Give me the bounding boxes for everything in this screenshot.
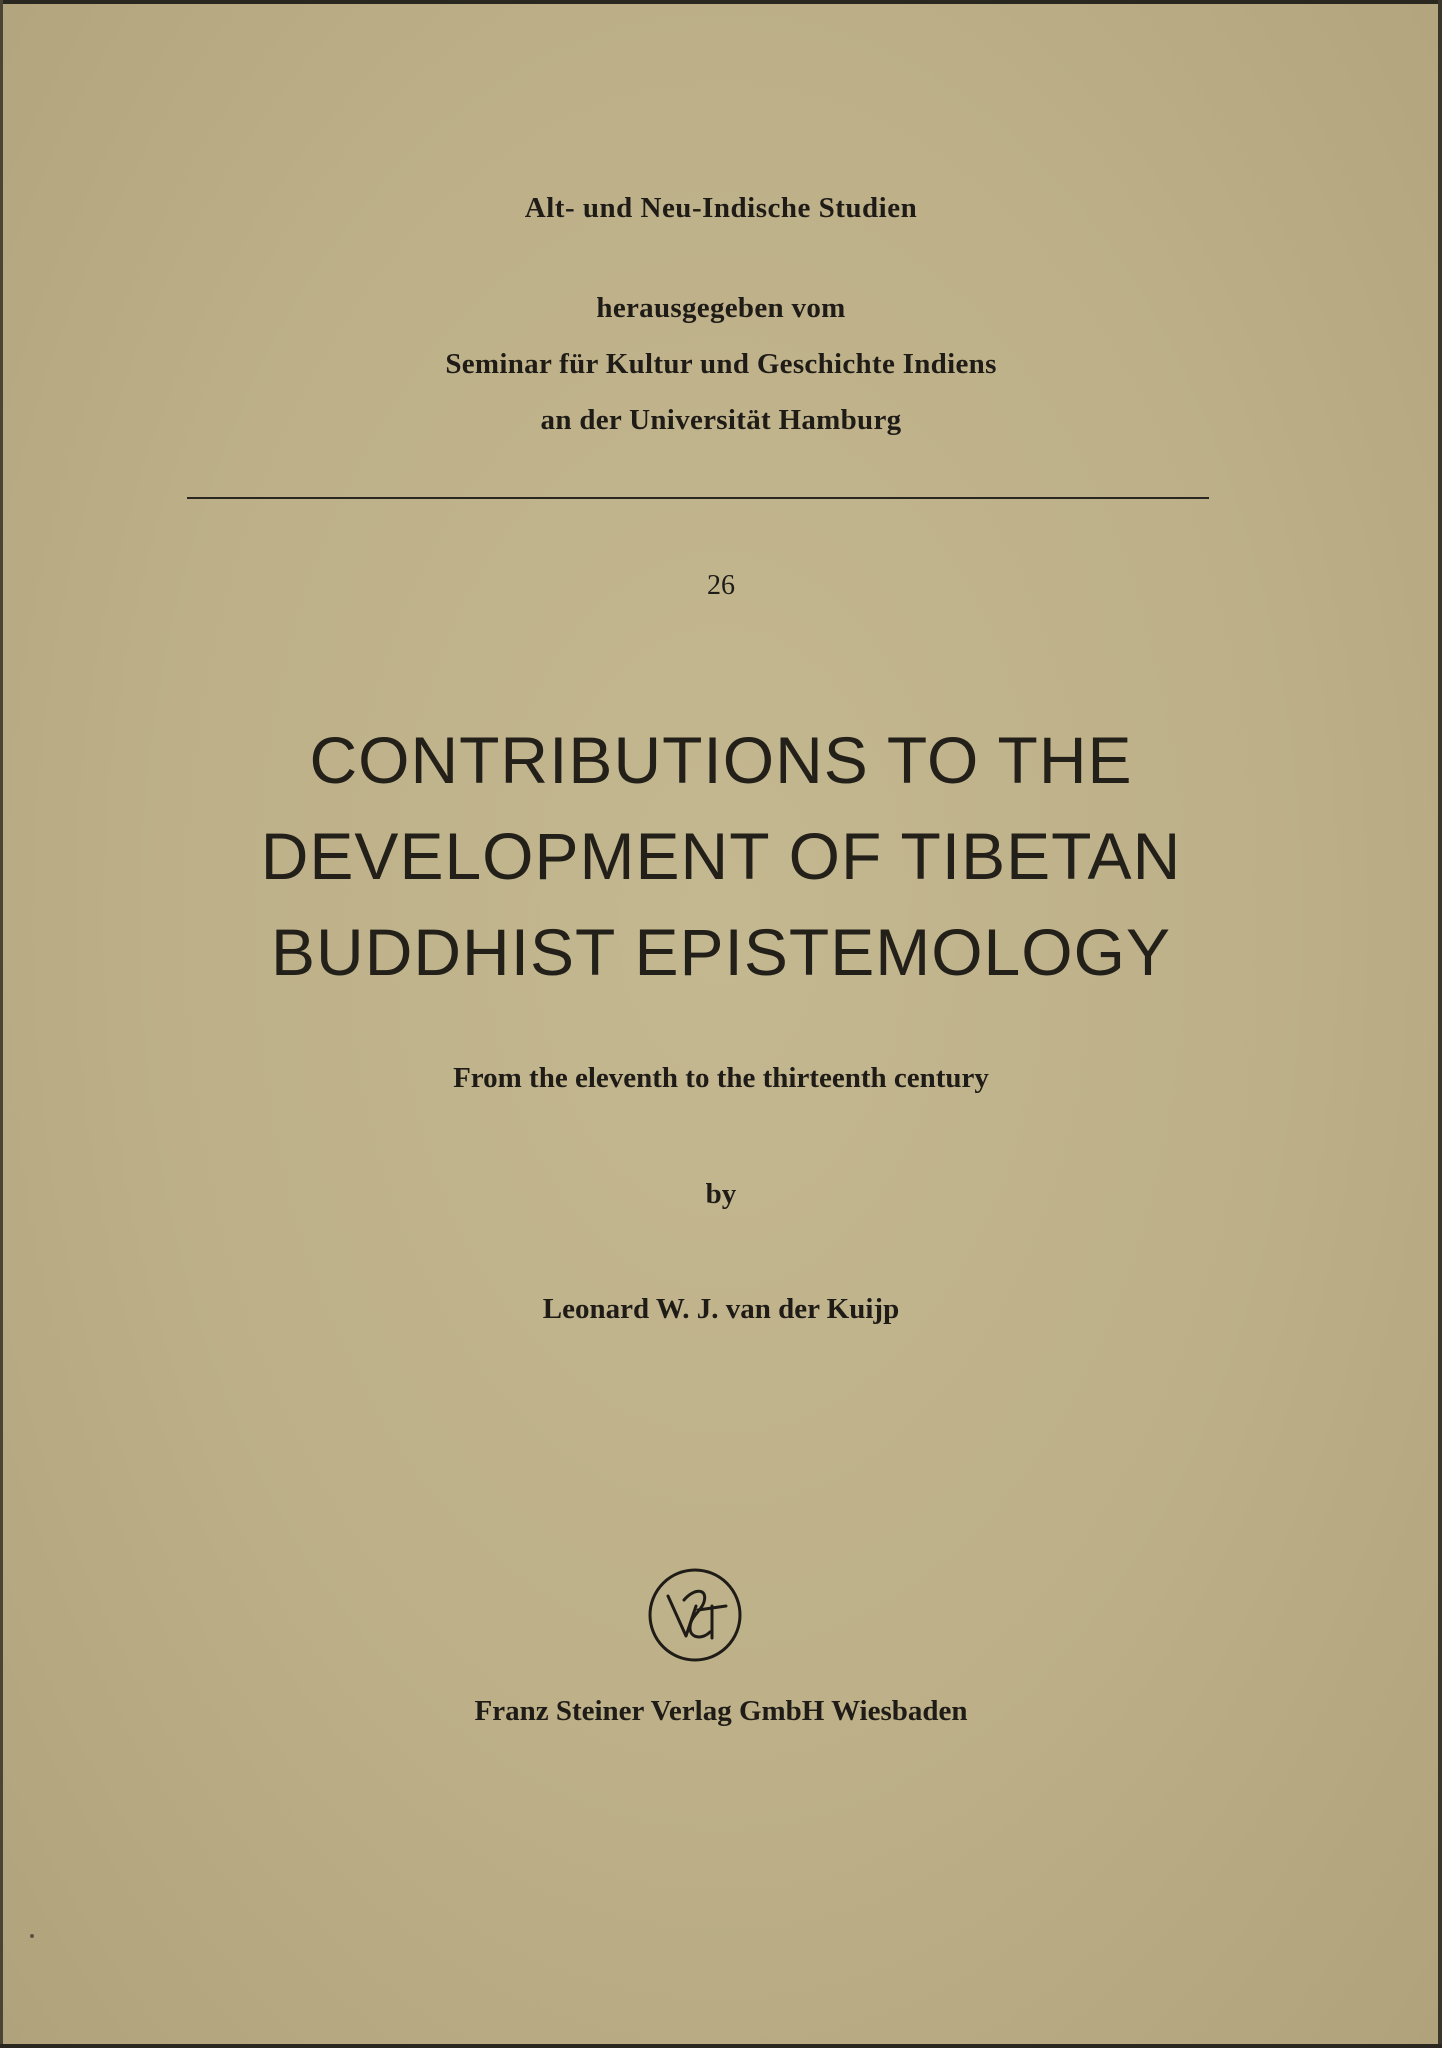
book-title-line-3: BUDDHIST EPISTEMOLOGY: [271, 915, 1171, 989]
publisher-monogram-icon: [646, 1566, 744, 1664]
editor-line-2: Seminar für Kultur und Geschichte Indiens: [445, 348, 997, 380]
editor-line-3: an der Universität Hamburg: [540, 404, 902, 436]
book-subtitle: From the eleventh to the thirteenth century: [453, 1062, 989, 1094]
editor-line-1: herausgegeben vom: [596, 292, 846, 324]
book-title: [0, 712, 1442, 1000]
by-line: by: [705, 1178, 737, 1210]
cover-edge-top: [0, 0, 1442, 4]
book-title-line-2: DEVELOPMENT OF TIBETAN: [260, 819, 1182, 893]
book-title-line-1: CONTRIBUTIONS TO THE: [309, 723, 1133, 797]
publisher-name: Franz Steiner Verlag GmbH Wiesbaden: [474, 1695, 968, 1727]
series-title: Alt- und Neu-Indische Studien: [524, 192, 918, 224]
volume-number: 26: [707, 570, 735, 601]
horizontal-rule: [187, 497, 1209, 499]
cover-edge-bottom: [0, 2044, 1442, 2048]
author-name: Leonard W. J. van der Kuijp: [542, 1293, 900, 1325]
paper-speck: [30, 1934, 34, 1938]
